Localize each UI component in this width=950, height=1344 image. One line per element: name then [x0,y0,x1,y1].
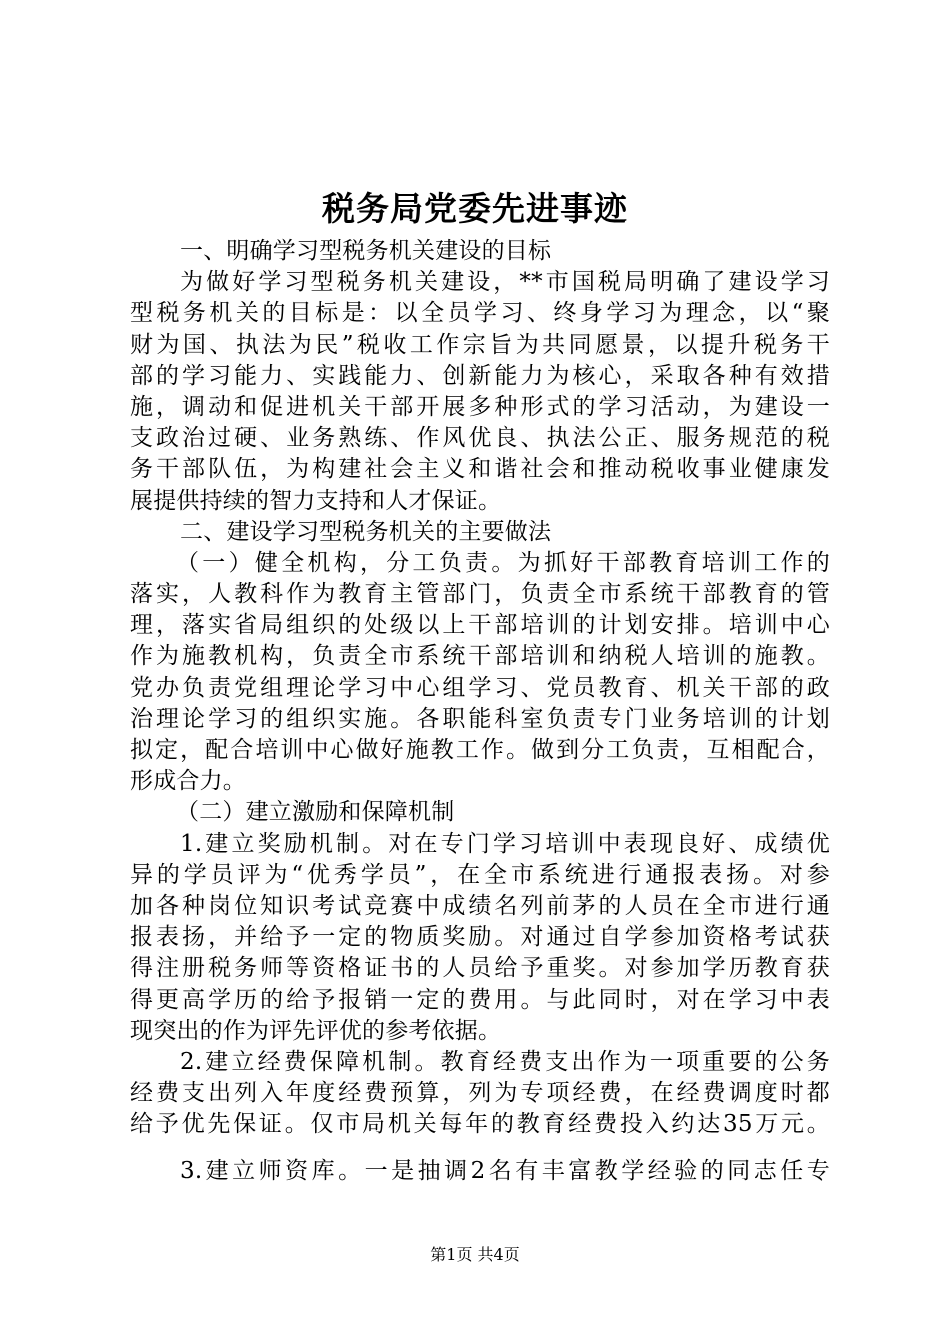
paragraph-line: 财为国、执法为民”税收工作宗旨为共同愿景，以提升税务干 [130,331,830,358]
paragraph-line: （一）健全机构，分工负责。为抓好干部教育培训工作的 [176,549,830,576]
paragraph-line: 报表扬，并给予一定的物质奖励。对通过自学参加资格考试获 [130,924,830,951]
paragraph-line: 理，落实省局组织的处级以上干部培训的计划安排。培训中心 [130,612,830,639]
paragraph-line: 得更高学历的给予报销一定的费用。与此同时，对在学习中表 [130,986,830,1013]
paragraph-line: 施，调动和促进机关干部开展多种形式的学习活动，为建设一 [130,393,830,420]
paragraph-line: 得注册税务师等资格证书的人员给予重奖。对参加学历教育获 [130,955,830,982]
paragraph-line: 落实，人教科作为教育主管部门，负责全市系统干部教育的管 [130,581,830,608]
paragraph-line: 现突出的作为评先评优的参考依据。 [130,1017,502,1044]
paragraph-line: 给予优先保证。仅市局机关每年的教育经费投入约达35万元。 [130,1111,830,1138]
paragraph-line: 支政治过硬、业务熟练、作风优良、执法公正、服务规范的税 [130,425,830,452]
paragraph-line: 作为施教机构，负责全市系统干部培训和纳税人培训的施教。 [130,643,830,670]
subsection-heading: （二）建立激励和保障机制 [176,799,455,826]
page-footer: 第1页 共4页 [430,1245,520,1264]
paragraph-line: 治理论学习的组织实施。各职能科室负责专门业务培训的计划 [130,705,830,732]
document-body [130,236,830,1188]
paragraph-line: 为做好学习型税务机关建设，**市国税局明确了建设学习 [180,269,830,296]
paragraph-line: 部的学习能力、实践能力、创新能力为核心，采取各种有效措 [130,362,830,389]
paragraph-line: 党办负责党组理论学习中心组学习、党员教育、机关干部的政 [130,674,830,701]
paragraph-line: 经费支出列入年度经费预算，列为专项经费，在经费调度时都 [130,1080,830,1107]
paragraph-line: 务干部队伍，为构建社会主义和谐社会和推动税收事业健康发 [130,456,830,483]
paragraph-line: 1.建立奖励机制。对在专门学习培训中表现良好、成绩优 [180,830,830,857]
paragraph-line: 形成合力。 [130,768,246,795]
paragraph-line: 型税务机关的目标是：以全员学习、终身学习为理念，以“聚 [130,300,830,327]
section-heading-2: 二、建设学习型税务机关的主要做法 [180,518,552,545]
document-title: 税务局党委先进事迹 [322,189,628,228]
paragraph-line: 加各种岗位知识考试竞赛中成绩名列前茅的人员在全市进行通 [130,892,830,919]
section-heading-1: 一、明确学习型税务机关建设的目标 [180,238,552,264]
paragraph-line: 拟定，配合培训中心做好施教工作。做到分工负责，互相配合， [130,737,830,763]
paragraph-line: 展提供持续的智力支持和人才保证。 [130,487,502,514]
paragraph-line: 2.建立经费保障机制。教育经费支出作为一项重要的公务 [180,1048,830,1075]
paragraph-line: 异的学员评为“优秀学员”，在全市系统进行通报表扬。对参 [130,861,830,888]
paragraph-line: 3.建立师资库。一是抽调2名有丰富教学经验的同志任专 [180,1158,830,1185]
